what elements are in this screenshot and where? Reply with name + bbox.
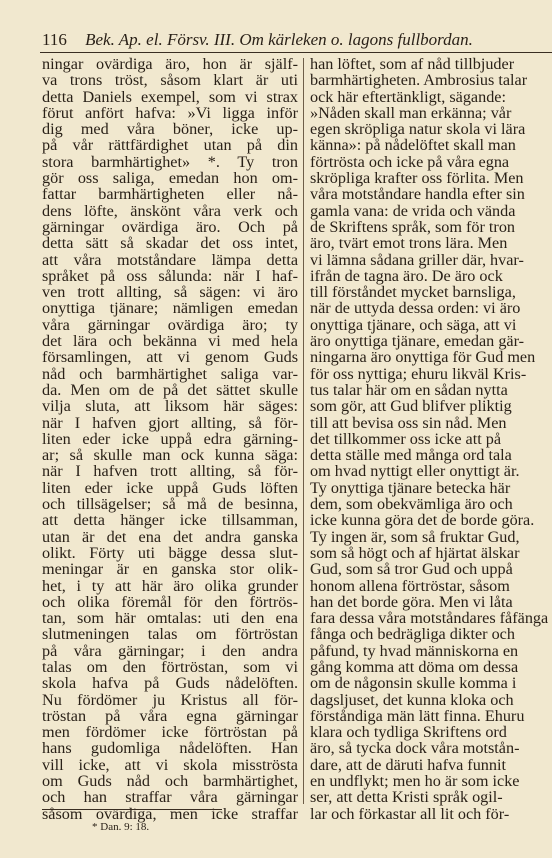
text-line: för oss nyttiga; ehuru likväl Kris-	[310, 364, 527, 383]
text-line: vi lämna sådana griller där, hvar-	[310, 250, 524, 269]
text-line: Gud, som så tror Gud och uppå	[310, 560, 513, 579]
text-line: en undflykt; men ho är som icke	[310, 772, 520, 791]
text-line: tan, som här omtalas: uti den ena	[42, 609, 298, 628]
text-line: han löftet, som af nåd tillbjuder	[310, 55, 515, 73]
text-line: när I hafven gjort allting, så för-	[42, 413, 298, 432]
text-line: dens löfte, änskönt våra verk och	[42, 201, 298, 220]
text-line: skola hafva på Guds nådelöften.	[42, 674, 298, 693]
text-line: känna»: på nådelöftet skall man	[310, 136, 516, 155]
text-line: barmhärtigheten. Ambrosius talar	[310, 71, 528, 90]
text-line: Nu fördömer ju Kristus all för-	[42, 690, 298, 709]
text-line: om Guds nåd och barmhärtighet,	[42, 772, 298, 791]
text-line: och olika föremål för den förtrös-	[42, 592, 298, 611]
text-line: att detta hänger icke tillsamman,	[42, 511, 298, 530]
text-line: och han straffar våra gärningar	[42, 788, 298, 807]
text-line: äro, så tycka dock våra motstån-	[310, 739, 520, 758]
text-line: liten eder icke uppå edra gärning-	[42, 429, 298, 448]
text-line: lar och förkastar all lit och för-	[310, 804, 510, 823]
text-line: till att bevisa oss sin nåd. Men	[310, 413, 507, 432]
text-line: detta sätt så skadar det oss intet,	[42, 234, 298, 253]
text-line: ock här eftertänkligt, sägande:	[310, 87, 506, 106]
text-line: på vår rättfärdighet utan på din	[42, 136, 298, 155]
text-line: våra gärningar ovärdiga äro; ty	[42, 315, 298, 334]
running-title: Bek. Ap. el. Försv. III. Om kärleken o. lagons fullbordan.	[85, 30, 473, 49]
text-line: ar; så skulle man ock kunna säga:	[42, 446, 298, 465]
left-column	[42, 56, 298, 822]
text-line: detta ställe med många ord tala	[310, 446, 512, 465]
text-line: när I hafven trott allting, så för-	[42, 462, 298, 481]
text-line: våra motståndare handla efter sin	[310, 185, 525, 204]
text-line: ser, att detta Kristi språk ogil-	[310, 788, 503, 807]
column-divider	[303, 58, 304, 804]
text-line: talas om den förtröstan, som vi	[42, 657, 298, 676]
page-number: 116	[42, 30, 67, 49]
text-line: om hvad nyttigt eller onyttigt är.	[310, 462, 520, 481]
footnote: * Dan. 9: 18.	[92, 821, 150, 833]
text-line: vill icke, att vi skola misströsta	[42, 755, 298, 774]
text-line: förtrösta och icke på våra egna	[310, 152, 510, 171]
text-line: tus talar här om en sådan nytta	[310, 380, 508, 399]
text-line: Ty onyttiga tjänare betecka här	[310, 478, 511, 497]
text-line: gärningar ovärdiga äro. Och på	[42, 217, 298, 236]
footnote-rule	[42, 809, 222, 810]
text-line: när de uttyda dessa orden: vi äro	[310, 299, 521, 318]
text-line: och tillsägelser; så må de besinna,	[42, 495, 298, 514]
text-line: stora barmhärtighet» *. Ty tron	[42, 152, 298, 171]
text-line: fånga och bedrägliga dikter och	[310, 625, 515, 644]
text-line: dem, som obekvämliga äro och	[310, 495, 513, 514]
text-line: på våra gärningar; i den andra	[42, 641, 298, 660]
text-line: utan är det ena det andra ganska	[42, 527, 298, 546]
text-line: het, i ty att här äro olika grunder	[42, 576, 298, 595]
text-line: ven trott allting, så sägen: vi äro	[42, 283, 298, 302]
text-line: församlingen, att vi genom Guds	[42, 348, 298, 367]
text-line: »Nåden skall man erkänna; vår	[310, 103, 512, 122]
text-line: det tillkommer oss icke att på	[310, 429, 502, 448]
text-line: egen skröpliga natur skola vi lära	[310, 120, 526, 139]
text-line: om de någonsin skulle komma i	[310, 674, 517, 693]
text-line: förståndiga män lätt finna. Ehuru	[310, 706, 525, 725]
text-line: som gör, att Gud blifver pliktig	[310, 397, 512, 416]
text-line: gång komma att döma om dessa	[310, 657, 519, 676]
text-line: äro, tvärt emot trons lära. Men	[310, 234, 508, 253]
running-header	[42, 30, 542, 50]
text-line: han det borde göra. Men vi låta	[310, 592, 513, 611]
text-line: det lära och bekänna vi med hela	[42, 332, 298, 351]
text-line: liten eder icke uppå Guds löften	[42, 478, 298, 497]
text-line: ningar ovärdiga äro, hon är själf-	[42, 55, 298, 73]
text-line: olikt. Förty uti bägge dessa slut-	[42, 543, 298, 562]
text-line: tröstan på våra egna gärningar	[42, 706, 298, 725]
text-line: onyttiga tjänare, och säga, att vi	[310, 315, 517, 334]
text-line: onyttiga tjänare; nämligen emedan	[42, 299, 298, 318]
text-line: ifrån de tagna äro. De äro ock	[310, 266, 503, 285]
text-line: dare, att de däruti hafva funnit	[310, 755, 506, 774]
text-line: såsom ovärdiga, men icke straffar	[42, 804, 298, 823]
text-line: Ty ingen är, som så fruktar Gud,	[310, 527, 520, 546]
text-line: detta Daniels exempel, som vi strax	[42, 87, 298, 106]
text-line: gör oss saliga, emedan hon om-	[42, 169, 298, 188]
header-rule	[40, 52, 552, 53]
text-line: slutmeningen talas om förtröstan	[42, 625, 298, 644]
text-line: de Skriftens språk, som för tron	[310, 217, 516, 236]
text-line: klara och tydliga Skriftens ord	[310, 723, 507, 742]
text-line: ningarna äro onyttiga för Gud men	[310, 348, 536, 367]
text-line: fara dessa våra motståndares fåfänga	[310, 609, 549, 628]
text-line: språket på oss sålunda: när I haf-	[42, 266, 298, 285]
text-line: men fördömer icke förtröstan på	[42, 723, 298, 742]
right-column	[310, 56, 552, 822]
text-line: nåd och barmhärtighet saliga var-	[42, 364, 298, 383]
text-line: att våra motståndare lämpa detta	[42, 250, 298, 269]
text-line: icke kunna göra det de borde göra.	[310, 511, 535, 530]
text-line: hans gudomliga nådelöften. Han	[42, 739, 298, 758]
text-line: förut anfört hafva: »Vi ligga inför	[42, 103, 298, 122]
text-line: som så högt och af hjärtat älskar	[310, 543, 520, 562]
text-line: gamla vana: de vrida och vända	[310, 201, 516, 220]
text-line: va trons tröst, såsom klart är uti	[42, 71, 298, 90]
text-line: fattar barmhärtigheten eller nå-	[42, 185, 298, 204]
text-line: da. Men om de på det sättet skulle	[42, 380, 298, 399]
text-line: äro onyttiga tjänare, emedan gär-	[310, 332, 525, 351]
text-line: påfund, ty hvad människorna en	[310, 641, 519, 660]
text-line: meningar är en ganska stor olik-	[42, 560, 298, 579]
text-line: honom allena förtröstar, såsom	[310, 576, 510, 595]
text-line: dig med våra böner, icke up-	[42, 120, 298, 139]
text-line: skröpliga krafter oss förlita. Men	[310, 169, 524, 188]
text-line: till förståndet mycket barnsliga,	[310, 283, 516, 302]
text-line: vilja sluta, att liksom här säges:	[42, 397, 298, 416]
text-line: dagsljuset, det kunna kloka och	[310, 690, 514, 709]
